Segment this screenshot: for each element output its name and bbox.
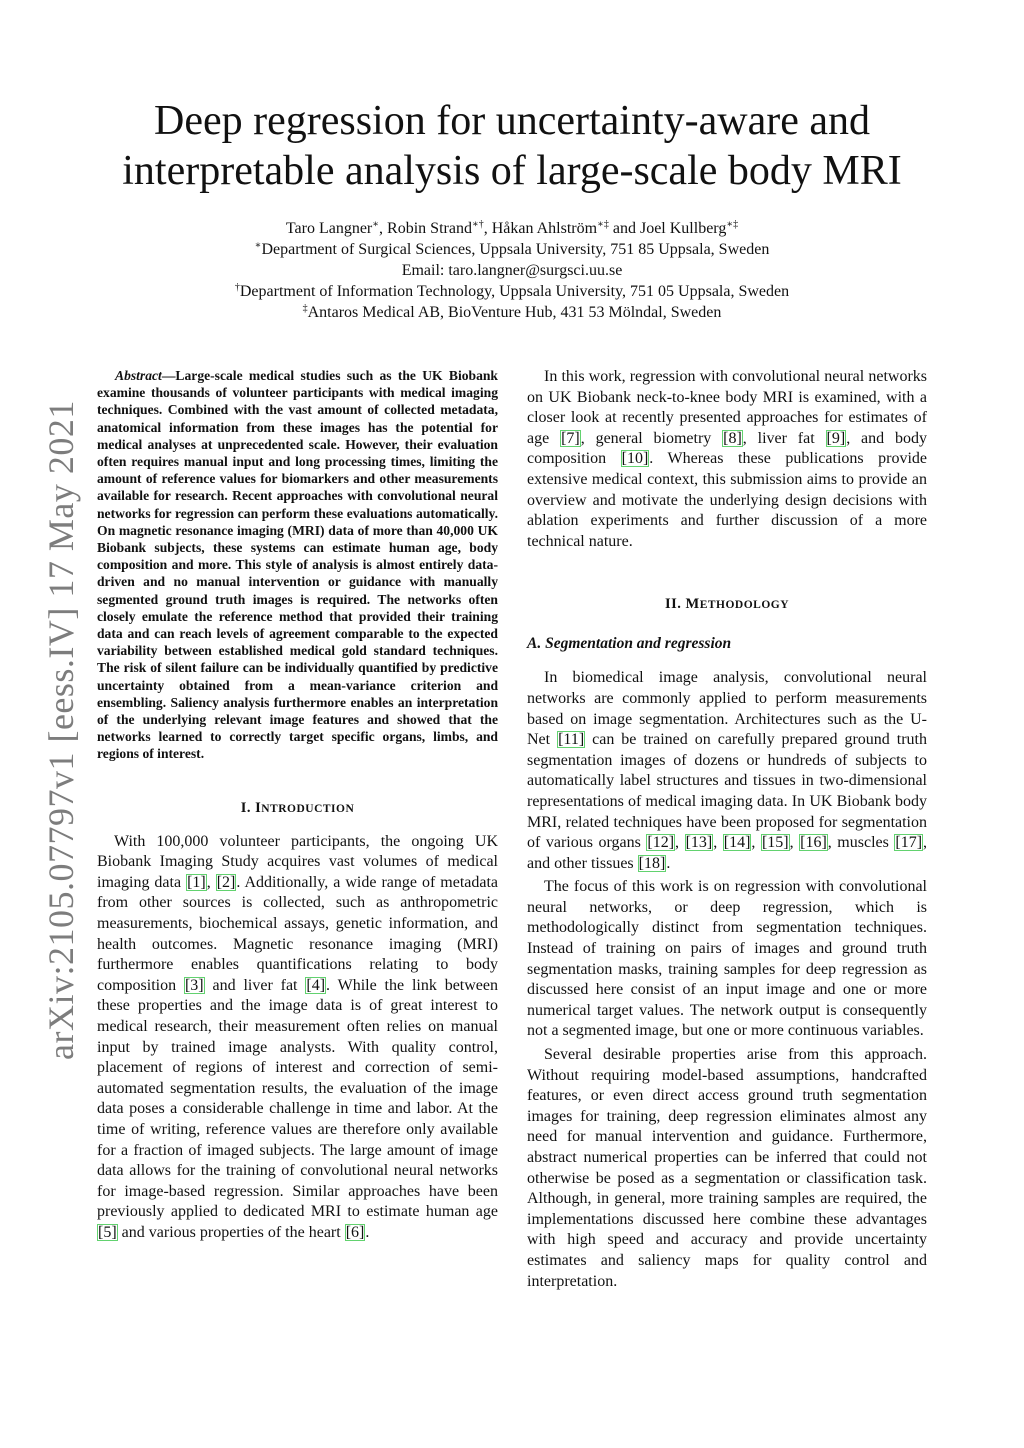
citation-link[interactable]: [16] [800, 834, 827, 852]
author-mark: ∗‡ [726, 219, 739, 230]
right-column [527, 367, 927, 1292]
affiliation-mark: ∗ [254, 240, 262, 251]
citation-link[interactable]: [18] [638, 854, 666, 872]
title-line-2: interpretable analysis of large-scale body MRI [122, 148, 902, 194]
subsection-heading-segmentation: A. Segmentation and regression [527, 635, 732, 653]
citation-link[interactable]: [12] [647, 834, 675, 852]
citation-link[interactable]: [3] [184, 976, 204, 994]
abstract-label: Abstract [115, 368, 162, 383]
affiliation-line [60, 302, 964, 323]
introduction-paragraph-2: In this work, regression with convolutional neural networks on UK Biobank neck-to-knee body MRI is examined, with a closer look at recently presented approaches for estimates of age [7], general biometry [8], liver fat [9], and body composition [10]. Whereas these publications provide extensive medical context, this submission aims to provide an overview and motivate the underlying design decisions with ablation experiments and further discussion of a more technical nature. [527, 368, 928, 550]
author-mark: ∗ [372, 219, 380, 230]
citation-link[interactable]: [4] [306, 976, 326, 994]
citation-link[interactable]: [1] [187, 873, 206, 891]
title-line-1: Deep regression for uncertainty-aware and [154, 98, 870, 144]
citation-link[interactable]: [10] [621, 450, 649, 468]
section-heading-introduction: I. INTRODUCTION [240, 799, 355, 816]
citation-link[interactable]: [13] [685, 834, 713, 852]
affiliation-mark: † [234, 282, 240, 293]
author-name: Joel Kullberg [639, 220, 727, 237]
affiliation-line [60, 239, 964, 260]
author-mark: ∗‡ [597, 219, 609, 230]
methodology-paragraph-1: In biomedical image analysis, convolutional neural networks are commonly applied to perform measurements based on image segmentation. Architectures such as the U-Net [11] can be trained on carefully prepared ground truth segmentation images of dozens or hundreds of subjects to automatically label structures and tissues in two-dimensional representations of medical imaging data. In UK Biobank body MRI, related techniques have been proposed for segmentation of various organs [12], [13], [14], [15], [16], muscles [17], and other tissues [18]. [527, 669, 928, 872]
author-list [60, 218, 964, 239]
citation-link[interactable]: [6] [345, 1223, 365, 1241]
methodology-paragraph-2: The focus of this work is on regression with convolutional neural networks, or deep regression, which is methodologically distinct from segmentation techniques. Instead of training on pairs of images and ground truth segmentation masks, training samples for deep regression as discussed here consist of an input image and one or more numerical target values. The network output is consequently not a segmented image, but one or more continuous variables. [527, 878, 927, 1040]
affiliation-line [60, 281, 964, 302]
author-separator: and [608, 220, 640, 237]
citation-link[interactable]: [2] [216, 873, 236, 891]
left-column [97, 367, 498, 1244]
arxiv-identifier-stamp: arXiv:2105.07797v1 [eess.IV] 17 May 2021 [41, 400, 81, 1060]
citation-link[interactable]: [15] [761, 834, 789, 852]
citation-link[interactable]: [14] [723, 834, 751, 852]
author-block [60, 218, 964, 323]
citation-link[interactable]: [5] [98, 1223, 117, 1241]
author-separator: , [379, 220, 388, 237]
author-email: Email: taro.langner@surgsci.uu.se [401, 262, 623, 279]
citation-link[interactable]: [8] [723, 429, 742, 447]
methodology-paragraph-3: Several desirable properties arise from this approach. Without requiring model-based assumptions, handcrafted features, or even direct access ground truth segmentation images for training, deep regression eliminates almost any need for manual intervention and guidance. Furthermore, abstract numerical properties can be inferred that could not otherwise be posed as a segmentation or classification task. Although, in general, more training samples are required, the implementations discussed here combine these advantages with high speed and accuracy and provide uncertainty estimates and saliency maps for quality control and interpretation. [527, 1046, 927, 1290]
abstract-text: Large-scale medical studies such as the UK Biobank examine thousands of volunteer participants with medical imaging techniques. Combined with the vast amount of collected metadata, anatomical information from these images has the potential for medical analyses at unprecedented scale. However, their evaluation often requires manual input and long processing times, limiting the amount of reference values for biomarkers and other measurements available for research. Recent approaches with convolutional neural networks for regression can perform these evaluations automatically. On magnetic resonance imaging (MRI) data of more than 40,000 UK Biobank subjects, these systems can estimate human age, body composition and more. This style of analysis is almost entirely data-driven and no manual intervention or guidance with manually segmented ground truth images is required. The networks often closely emulate the reference method that provided their training data and can reach levels of agreement comparable to the expected variability between established medical gold standard techniques. The risk of silent failure can be individually quantified by predictive uncertainty obtained from a mean-variance criterion and ensembling. Saliency analysis furthermore enables an interpretation of the underlying relevant image features and showed that the networks learned to correctly target specific organs, limbs, and regions of interest. [97, 368, 498, 762]
affiliation-text: Antaros Medical AB, BioVenture Hub, 431 53 Mölndal, Sweden [307, 304, 722, 321]
affiliation-text: Department of Information Technology, Uppsala University, 751 05 Uppsala, Sweden [239, 283, 790, 300]
introduction-paragraph-1: With 100,000 volunteer participants, the ongoing UK Biobank Imaging Study acquires vast volumes of medical imaging data [1], [2]. Additionally, a wide range of metadata from other sources is collected, such as anthropometric measurements, biochemical assays, genetic information, and health outcomes. Magnetic resonance imaging (MRI) furthermore enables quantifications relating to body composition [3] and liver fat [4]. While the link between these properties and the image data is of great interest to medical research, their measurement often relies on manual input by trained image analysts. With quality control, placement of regions of interest and correction of semi-automated segmentation results, the evaluation of the image data poses a considerable challenge in time and labor. At the time of writing, reference values are therefore only available for a fraction of imaged subjects. The large amount of image data allows for the training of convolutional neural networks for image-based regression. Similar approaches have been previously applied to dedicated MRI to estimate human age [5] and various properties of the heart [6]. [97, 832, 499, 1241]
abstract [97, 367, 498, 763]
citation-link[interactable]: [9] [826, 429, 846, 447]
citation-link[interactable]: [11] [558, 731, 585, 749]
author-name: Taro Langner [285, 220, 373, 237]
citation-link[interactable]: [17] [895, 834, 923, 852]
author-separator: , [483, 220, 492, 237]
author-name: Robin Strand [387, 220, 472, 237]
paper-title [60, 96, 964, 196]
abstract-dash: — [161, 368, 176, 383]
author-name: Håkan Ahlström [491, 220, 598, 237]
affiliation-text: Department of Surgical Sciences, Uppsala University, 751 85 Uppsala, Sweden [261, 241, 770, 258]
section-heading-methodology: II. METHODOLOGY [664, 596, 790, 613]
author-mark: ∗† [471, 219, 484, 230]
affiliation-mark: ‡ [302, 303, 308, 314]
citation-link[interactable]: [7] [561, 429, 580, 447]
